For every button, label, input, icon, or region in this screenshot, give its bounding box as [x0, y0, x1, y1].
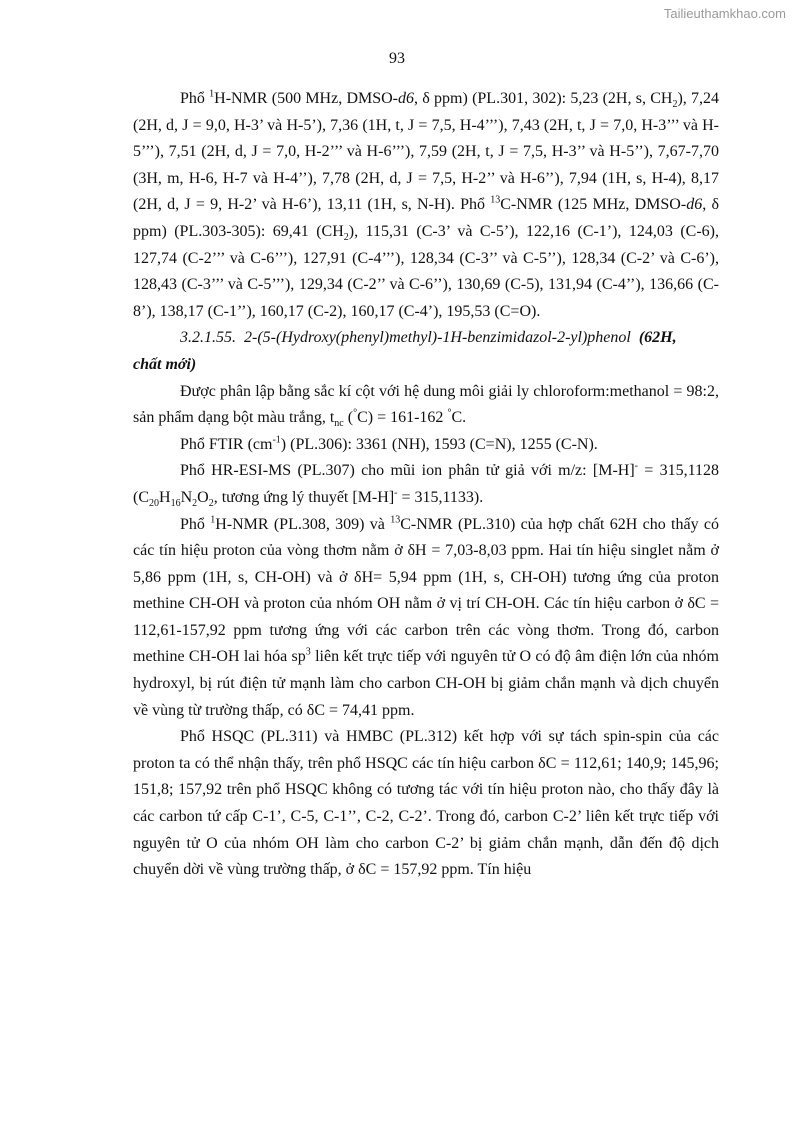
section-heading: 3.2.1.55. 2-(5-(Hydroxy(phenyl)methyl)-1H-benzimidazol-2-yl)phenol (62H, — [180, 329, 677, 347]
document-body — [133, 86, 719, 884]
section-heading-note: chất mới) — [133, 355, 197, 373]
ftir-paragraph: Phổ FTIR $(cm^{-1})$ (PL.306): 3361 (NH), 1593 (C=N), 1255 (C-N). — [180, 434, 598, 453]
watermark-text: Tailieuthamkhao.com — [663, 6, 786, 21]
page-number: 93 — [389, 50, 405, 67]
hsqc-hmbc-paragraph: Phổ HSQC (PL.311) và HMBC (PL.312) kết hợp với sự tách spin-spin của các proton ta có thể nhận thấy, trên phổ HSQC các tín hiệu carbon δC = 112,61; 140,9; 145,96; 151,8; 157,92 trên phổ HSQC không có tương tác với tín hiệu proton nào, cho thấy đây là các carbon tứ cấp C-1’, C-5, C-1’’, C-2, C-2’. Trong đó, carbon C-2’ liên kết trực tiếp với nguyên tử O của nhóm OH làm cho carbon C-2’ bị giảm chắn mạnh, dẫn đến độ dịch chuyển dời về vùng trường thấp, ở δC = 157,92 ppm. Tín hiệu — [133, 728, 719, 879]
nmr-discussion-paragraph: Phổ $^1$H-NMR (PL.308, 309) và $^{13}$C-NMR (PL.310) của hợp chất 62H cho thấy có các tín hiệu proton của vòng thơm nằm ở δH = 7,03-8,03 ppm. Hai tín hiệu singlet nằm ở 5,86 ppm (1H, s, CH-OH) và ở δH= 5,94 ppm (1H, s, CH-OH) tương ứng của proton methine CH-OH và proton của nhóm OH nằm ở vị trí CH-OH. Các tín hiệu carbon ở δC = 112,61-157,92 ppm tương ứng với các carbon trên các vòng thơm. Trong đó, carbon methine CH-OH lai hóa $sp^3$ liên kết trực tiếp với nguyên tử O có độ âm điện lớn của nhóm hydroxyl, bị rút điện tử mạnh làm cho carbon CH-OH bị giảm chắn mạnh và dịch chuyển về vùng từ trường thấp, có δC = 74,41 ppm. — [133, 514, 719, 719]
hresims-paragraph: Phổ HR-ESI-MS (PL.307) cho mũi ion phân tử giả với m/z: [M-H]- = 315,1128 ($C_{20}H_{16}N_2O_2$, tương ứng lý thuyết [M-H]- = 315,1133). — [133, 460, 719, 510]
nmr-data-paragraph: Phổ $^1$H-NMR (500 MHz, DMSO-d6, δ ppm) (PL.301, 302): 5,23 (2H, s, $CH_2$), 7,24 (2H, d, J = 9,0, H-3’ và H-5’), 7,36 (1H, t, J = 7,5, H-4’’’), 7,43 (2H, t, J = 7,0, H-3’’’ và H-5’’’), 7,51 (2H, d, J = 7,0, H-2’’’ và H-6’’’), 7,59 (2H, t, J = 7,5, H-3’’ và H-5’’), 7,67-7,70 (3H, m, H-6, H-7 và H-4’’), 7,78 (2H, d, J = 7,5, H-2’’ và H-6’’), 7,94 (1H, s, H-4), 8,17 (2H, d, J = 9, H-2’ và H-6’), 13,11 (1H, s, N-H). Phổ $^{13}$C-NMR (125 MHz, DMSO-d6, δ ppm) (PL.303-305): 69,41 $(CH_2)$, 115,31 (C-3’ và C-5’), 122,16 (C-1’), 124,03 (C-6), 127,74 (C-2’’’ và C-6’’’), 127,91 (C-4’’’), 128,34 (C-3’’ và C-5’’), 128,34 (C-2’ và C-6’), 128,43 (C-3’’’ và C-5’’’), 129,34 (C-2’’ và C-6’’), 130,69 (C-5), 131,94 (C-4’’), 136,66 (C-8’), 138,17 (C-1’’), 160,17 (C-2), 160,17 (C-4’), 195,53 (C=O). — [133, 88, 720, 320]
isolation-paragraph: Được phân lập bằng sắc kí cột với hệ dung môi giải ly chloroform:methanol = 98:2, sản phẩm dạng bột màu trắng, $t_{nc}$ (°C) = 161-162 °C. — [133, 382, 719, 430]
